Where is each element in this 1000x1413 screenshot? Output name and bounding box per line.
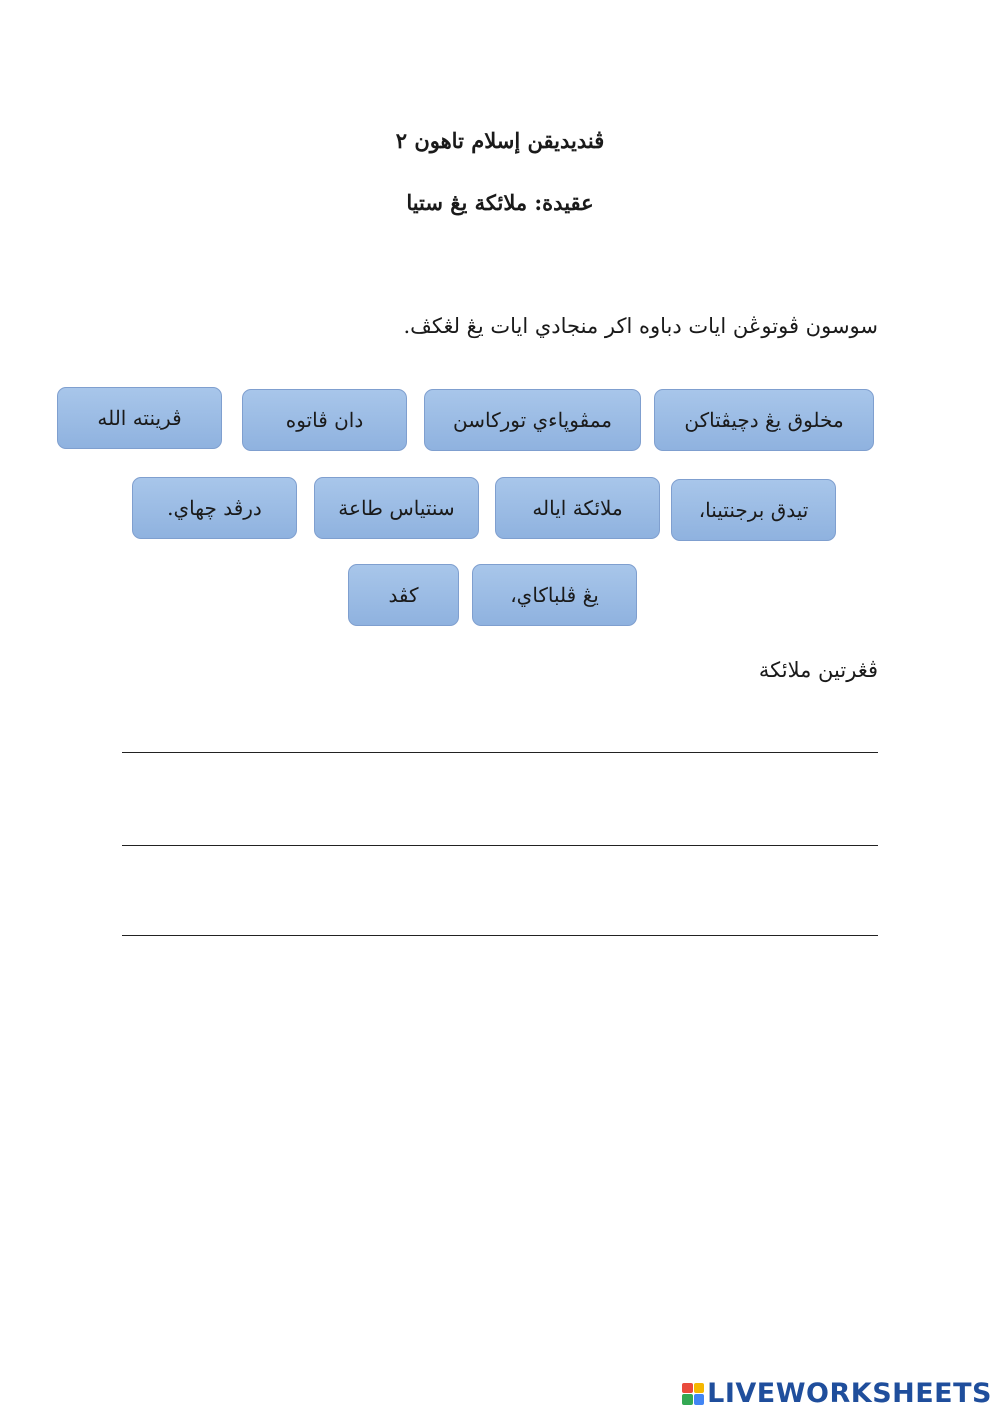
logo-square-green (682, 1394, 693, 1405)
instruction-text: سوسون ڤوتوڠن ايات دباوه اکر منجادي ايات يڠ لڠکڤ. (403, 314, 878, 338)
logo-square-red (682, 1383, 693, 1394)
word-tile[interactable]: تيدق برجنتينا، (671, 479, 836, 541)
answer-line-1[interactable] (122, 752, 878, 753)
liveworksheets-logo-icon (682, 1383, 704, 1405)
answer-line-2[interactable] (122, 845, 878, 846)
brand-name: LIVEWORKSHEETS (707, 1378, 992, 1409)
word-tile[interactable]: درڤد چهاي. (132, 477, 297, 539)
worksheet-title: ڤنديديقن إسلام تاهون ٢ (395, 128, 605, 153)
word-tile[interactable]: سنتياس طاعة (314, 477, 479, 539)
liveworksheets-brand[interactable] (682, 1378, 992, 1409)
word-tile[interactable]: مخلوق يڠ دچيڤتاکن (654, 389, 874, 451)
word-tile[interactable]: ملائكة اياله (495, 477, 660, 539)
word-tile[interactable]: ممڤوڽاءي تورکاسن (424, 389, 641, 451)
logo-square-yellow (694, 1383, 705, 1394)
answer-line-3[interactable] (122, 935, 878, 936)
word-tile[interactable]: کڤد (348, 564, 459, 626)
worksheet-subtitle: عقيدة: ملائكة يڠ ستيا (406, 190, 594, 215)
word-tile[interactable]: يڠ ڤلباکاي، (472, 564, 637, 626)
answer-prompt: ڤڠرتين ملائكة (758, 658, 878, 682)
word-tile[interactable]: ڤرينته الله (57, 387, 222, 449)
word-tile[interactable]: دان ڤاتوه (242, 389, 407, 451)
logo-square-blue (694, 1394, 705, 1405)
